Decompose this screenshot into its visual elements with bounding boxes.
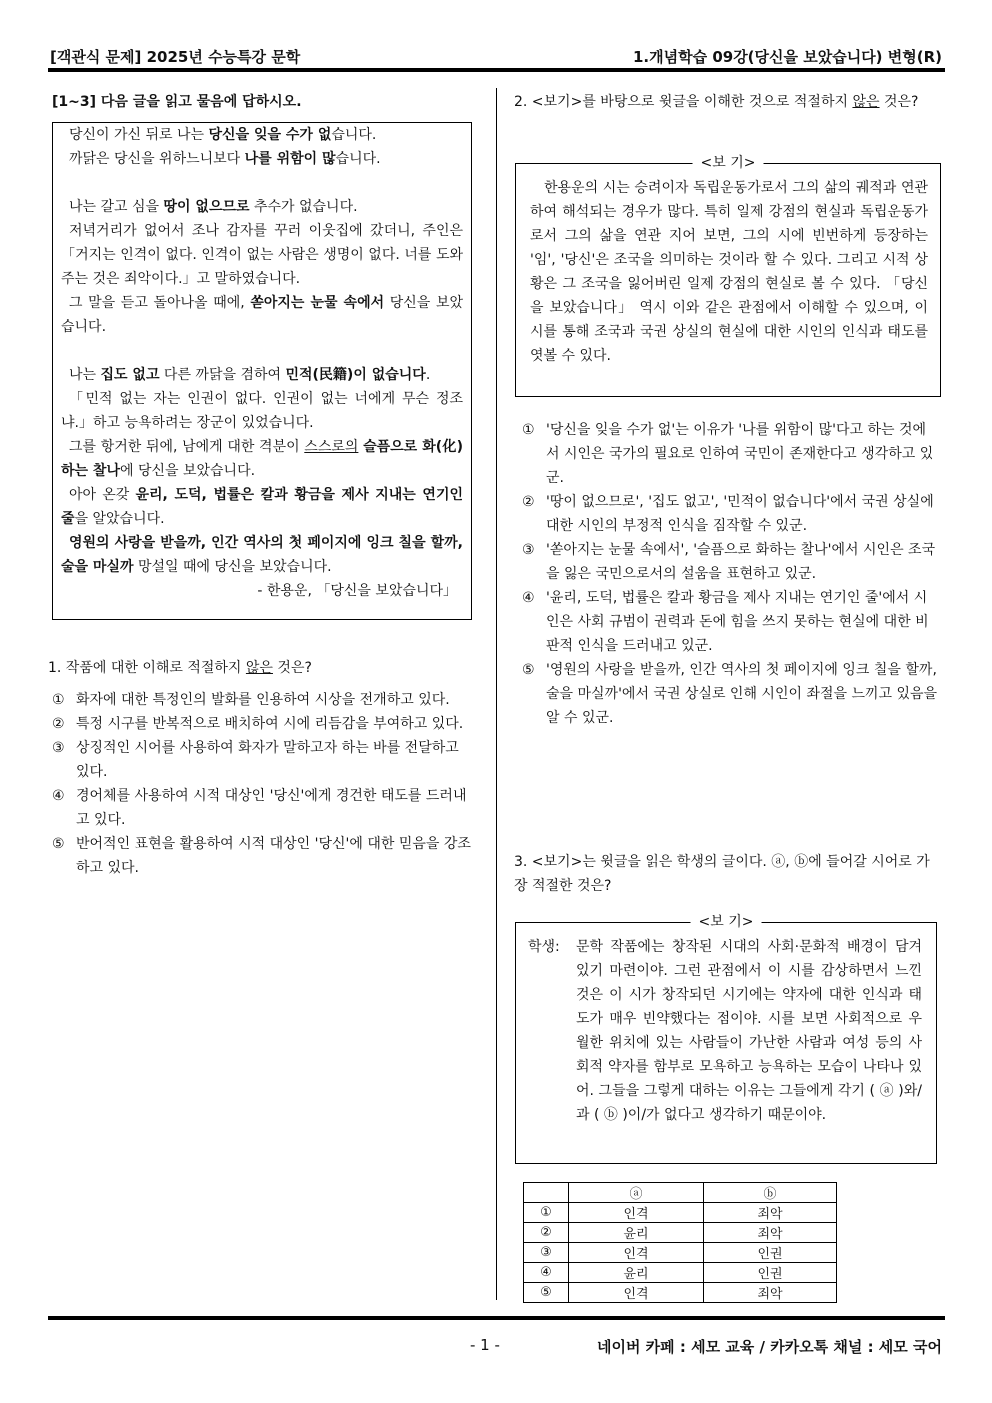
bogi-text: 학생: 문학 작품에는 창작된 시대의 사회·문화적 배경이 담겨 있기 마련이야. 그런 관점에서 이 시를 감상하면서 느낀 것은 이 시가 창작되던 시기에는 약자에 대한 인식과 태도가 매우 빈약했다는 점이야. 시를 보면 사회적으로 우월한 위치에 있는 사람들이 가난한 사람과 여성 등의 사회적 약자를 함부로 모욕하고 능욕하는 모습이 나타나 있어. 그들을 그렇게 대하는 이유는 그들에게 각기 ( ⓐ )와/과 ( ⓑ )이/가 없다고 생각하기 때문이야. [516, 923, 936, 1127]
option-number: ⑤ [522, 662, 535, 678]
poem-line: 나는 집도 없고 다른 까닭을 겸하여 민적(民籍)이 없습니다. [69, 367, 431, 383]
q2-option[interactable] [518, 658, 938, 730]
option-text: '윤리, 도덕, 법률은 칼과 황금을 제사 지내는 연기인 줄'에서 시인은 사회 규범이 권력과 돈에 힘을 쓰지 못하는 현실에 대한 비판적 인식을 드러내고 있군. [546, 590, 929, 654]
answer-table-cell: 윤리 [569, 1223, 704, 1243]
answer-table-cell: 죄악 [704, 1283, 837, 1303]
poem-stanza-2 [61, 195, 463, 339]
poem-line: 당신이 가신 뒤로 나는 당신을 잊을 수가 없습니다. [69, 127, 377, 143]
answer-table-cell: 윤리 [569, 1263, 704, 1283]
option-text: '당신을 잊을 수가 없'는 이유가 '나를 위함이 많'다고 하는 것에서 시인은 국가의 필요로 인하여 국민이 존재한다고 생각하고 있군. [546, 422, 934, 486]
option-text: '쏟아지는 눈물 속에서', '슬픔으로 화하는 찰나'에서 시인은 조국을 잃은 국민으로서의 설움을 표현하고 있군. [546, 542, 936, 582]
option-number: ② [522, 494, 535, 510]
poem-line: 그를 항거한 뒤에, 남에게 대한 격분이 스스로의 슬픔으로 화(化)하는 찰나에 당신을 보았습니다. [61, 439, 464, 479]
question-1-options [48, 688, 472, 880]
option-text: '영원의 사랑을 받을까, 인간 역사의 첫 페이지에 잉크 칠을 할까, 술을 마실까'에서 국권 상실로 인해 시인이 좌절을 느끼고 있음을 알 수 있군. [546, 662, 938, 726]
option-number: ③ [522, 542, 535, 558]
poem-line: 아아 온갖 윤리, 도덕, 법률은 칼과 황금을 제사 지내는 연기인 줄을 알았습니다. [61, 487, 463, 527]
answer-table [523, 1182, 837, 1303]
answer-table-header-cell: ⓐ [569, 1183, 704, 1203]
q1-option[interactable] [48, 784, 472, 832]
option-text: '땅이 없으므로', '집도 없고', '민적이 없습니다'에서 국권 상실에 대한 시인의 부정적 인식을 짐작할 수 있군. [546, 494, 934, 534]
answer-table-cell: 인격 [569, 1243, 704, 1263]
poem-line: 「민적 없는 자는 인권이 없다. 인권이 없는 너에게 무슨 정조냐.」하고 능욕하려는 장군이 있었습니다. [61, 391, 463, 431]
answer-table-header-cell [524, 1183, 569, 1203]
poem-line: 까닭은 당신을 위하느니보다 나를 위함이 많습니다. [69, 151, 381, 167]
answer-table-header-cell: ⓑ [704, 1183, 837, 1203]
answer-table-cell: 죄악 [704, 1203, 837, 1223]
q2-option[interactable] [518, 538, 938, 586]
option-number: ⑤ [52, 836, 65, 852]
answer-table-row[interactable] [524, 1283, 837, 1303]
poem-line: 영원의 사랑을 받을까, 인간 역사의 첫 페이지에 잉크 칠을 할까, 술을 마실까 망설일 때에 당신을 보았습니다. [61, 535, 463, 575]
q1-option[interactable] [48, 736, 472, 784]
poem-stanza-3 [61, 363, 463, 579]
q2-option[interactable] [518, 586, 938, 658]
poem-source: - 한용운, 「당신을 보았습니다」 [257, 583, 457, 599]
bogi-title: <보 기> [693, 152, 764, 174]
page-number: - 1 - [470, 1336, 500, 1354]
question-2-bogi [515, 155, 941, 397]
option-number: ④ [522, 590, 535, 606]
answer-table-cell: ④ [524, 1263, 569, 1283]
poem-line: 나는 갈고 심을 땅이 없으므로 추수가 없습니다. [69, 199, 358, 215]
bogi-speaker: 학생: [528, 939, 560, 955]
answer-table-cell: 인격 [569, 1283, 704, 1303]
option-number: ① [52, 692, 65, 708]
answer-table-row[interactable] [524, 1223, 837, 1243]
question-1 [48, 656, 472, 880]
header-lesson: 1.개념학습 09강(당신을 보았습니다) 변형(R) [633, 48, 942, 66]
option-text: 상징적인 시어를 사용하여 화자가 말하고자 하는 바를 전달하고 있다. [76, 740, 459, 780]
option-text: 반어적인 표현을 활용하여 시적 대상인 '당신'에 대한 믿음을 강조하고 있다. [76, 836, 471, 876]
option-number: ③ [52, 740, 65, 756]
footer-contact: 네이버 카페 : 세모 교육 / 카카오톡 채널 : 세모 국어 [596, 1338, 942, 1356]
answer-table-cell: 인격 [569, 1203, 704, 1223]
option-number: ① [522, 422, 535, 438]
answer-table-cell: ③ [524, 1243, 569, 1263]
poem-line: 그 말을 듣고 돌아나올 때에, 쏟아지는 눈물 속에서 당신을 보았습니다. [61, 295, 464, 335]
bogi-title: <보 기> [691, 911, 762, 933]
question-1-stem: 1. 작품에 대한 이해로 적절하지 않은 것은? [48, 660, 312, 676]
question-2-options [518, 418, 938, 730]
answer-table-cell: 인권 [704, 1243, 837, 1263]
option-text: 화자에 대한 특정인의 발화를 인용하여 시상을 전개하고 있다. [76, 692, 450, 708]
question-3-stem: 3. <보기>는 윗글을 읽은 학생의 글이다. ⓐ, ⓑ에 들어갈 시어로 가장 적절한 것은? [514, 854, 930, 894]
option-number: ② [52, 716, 65, 732]
q1-option[interactable] [48, 832, 472, 880]
q2-option[interactable] [518, 418, 938, 490]
poem-line: 저녁거리가 없어서 조나 감자를 꾸러 이웃집에 갔더니, 주인은 「거지는 인격이 없다. 인격이 없는 사람은 생명이 없다. 너를 도와주는 것은 죄악이다.」고 말하였습니다. [61, 223, 463, 287]
poem-stanza-1 [61, 123, 463, 171]
question-2 [518, 418, 938, 730]
option-number: ④ [52, 788, 65, 804]
answer-table-header [524, 1183, 837, 1203]
question-3-bogi [515, 914, 937, 1164]
answer-table-row[interactable] [524, 1243, 837, 1263]
answer-table-cell: ⑤ [524, 1283, 569, 1303]
answer-table-cell: ② [524, 1223, 569, 1243]
answer-table-cell: ① [524, 1203, 569, 1223]
footer-rule [48, 1316, 945, 1320]
poem-box [52, 122, 472, 620]
answer-table-row[interactable] [524, 1203, 837, 1223]
q1-option[interactable] [48, 712, 472, 736]
option-text: 특정 시구를 반복적으로 배치하여 시에 리듬감을 부여하고 있다. [76, 716, 464, 732]
header-rule [48, 68, 945, 72]
question-2-stem: 2. <보기>를 바탕으로 윗글을 이해한 것으로 적절하지 않은 것은? [514, 94, 919, 110]
answer-table-row[interactable] [524, 1263, 837, 1283]
column-divider [496, 88, 497, 1300]
q1-option[interactable] [48, 688, 472, 712]
instruction: [1~3] 다음 글을 읽고 물음에 답하시오. [52, 94, 302, 110]
answer-table-cell: 인권 [704, 1263, 837, 1283]
bogi-text: 한용운의 시는 승려이자 독립운동가로서 그의 삶의 궤적과 연관하여 해석되는 경우가 많다. 특히 일제 강점의 현실과 독립운동가로서 그의 삶을 연관 지어 보면, 그의 시에 빈번하게 등장하는 '임', '당신'은 조국을 의미하는 것이라 할 수 있다. 그리고 시적 상황은 그 조국을 잃어버린 일제 강점의 현실로 볼 수 있다. 「당신을 보았습니다」 역시 이와 같은 관점에서 이해할 수 있으며, 이 시를 통해 조국과 국권 상실의 현실에 대한 시인의 인식과 태도를 엿볼 수 있다. [530, 180, 928, 364]
q2-option[interactable] [518, 490, 938, 538]
option-text: 경어체를 사용하여 시적 대상인 '당신'에게 경건한 태도를 드러내고 있다. [76, 788, 467, 828]
header-title: [객관식 문제] 2025년 수능특강 문학 [50, 48, 301, 66]
answer-table-cell: 죄악 [704, 1223, 837, 1243]
